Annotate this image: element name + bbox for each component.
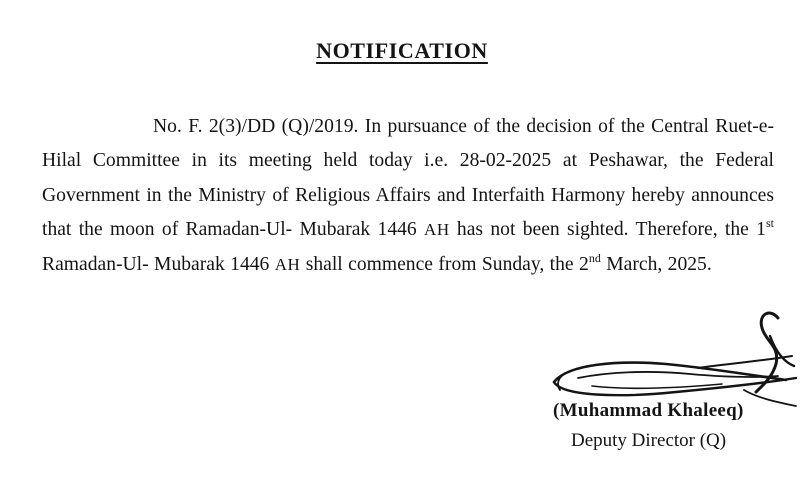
reference-number: No. F. 2(3)/DD (Q)/2019. <box>153 116 359 137</box>
body-text-part-5: March, 2025. <box>600 253 712 275</box>
signatory-designation: Deputy Director (Q) <box>571 430 727 451</box>
body-text-part-4: shall commence from Sunday, the 2 <box>300 253 589 275</box>
era-label-1: AH <box>424 220 450 240</box>
era-label-2: AH <box>274 254 301 274</box>
notification-title: NOTIFICATION <box>316 38 488 63</box>
signatory-name: (Muhammad Khaleeq) <box>553 400 744 421</box>
body-text-part-1: In pursuance of the decision of the Central Ruet-e-Hilal Committee in its meeting held today i.e. 28-02-2025 at Peshawar, the Federal Government in the Ministry of Religious Affairs and Interfaith Harmony hereby announces that the moon of Ramadan-Ul- Mubarak 1446 <box>42 116 775 241</box>
notification-body <box>42 110 774 282</box>
body-text-part-3: Ramadan-Ul- Mubarak 1446 <box>42 253 275 275</box>
ordinal-suffix-first: st <box>765 216 774 231</box>
ordinal-suffix-second: nd <box>588 250 601 265</box>
signature-image <box>548 306 800 412</box>
body-text-part-2: has not been sighted. Therefore, the 1 <box>449 219 766 241</box>
